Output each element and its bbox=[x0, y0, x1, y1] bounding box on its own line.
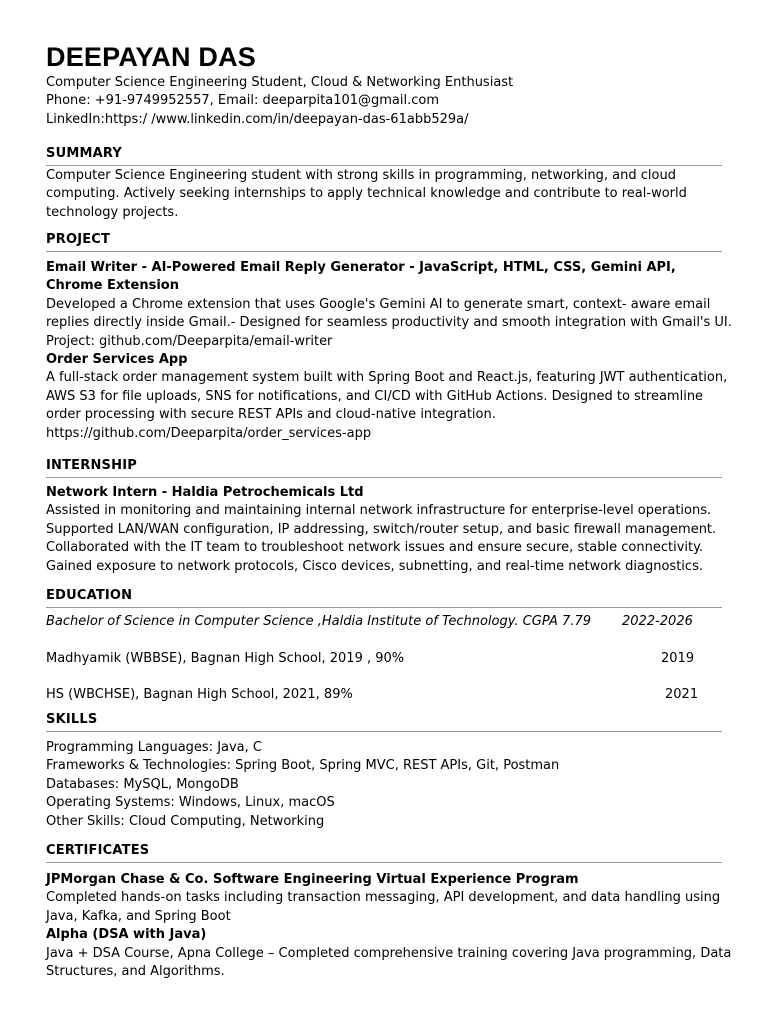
internship-body bbox=[46, 484, 722, 576]
certificate-1-line: Java, Kafka, and Spring Boot bbox=[46, 908, 231, 924]
project-2-line: order processing with secure REST APIs and cloud-native integration. bbox=[46, 407, 496, 423]
project-1-link: Project: github.com/Deeparpita/email-writer bbox=[46, 333, 333, 349]
project-heading: PROJECT bbox=[46, 232, 722, 252]
project-1-line: Developed a Chrome extension that uses Google's Gemini AI to generate smart, context- aware email bbox=[46, 296, 711, 312]
skills-heading: SKILLS bbox=[46, 712, 722, 732]
certificate-1-title: JPMorgan Chase & Co. Software Engineering Virtual Experience Program bbox=[46, 872, 579, 887]
contact-line: Phone: +91-9749952557, Email: deeparpita101@gmail.com bbox=[46, 93, 440, 109]
summary-heading: SUMMARY bbox=[46, 146, 722, 166]
education-year: 2022-2026 bbox=[622, 614, 693, 629]
summary-line: Computer Science Engineering student with strong skills in programming, networking, and cloud bbox=[46, 168, 676, 183]
education-year: 2019 bbox=[661, 651, 695, 666]
certificate-2-title: Alpha (DSA with Java) bbox=[46, 927, 207, 943]
project-1-line: replies directly inside Gmail.- Designed for seamless productivity and smooth integration with Gmail's UI. bbox=[46, 315, 732, 331]
skill-line: Databases: MySQL, MongoDB bbox=[46, 776, 239, 792]
summary-line: computing. Actively seeking internships to apply technical knowledge and contribute to real-world bbox=[46, 186, 687, 202]
internship-line: Assisted in monitoring and maintaining internal network infrastructure for enterprise-level operations. bbox=[46, 503, 712, 519]
project-2-title: Order Services App bbox=[46, 352, 188, 368]
project-body bbox=[46, 259, 732, 443]
internship-line: Gained exposure to network protocols, Cisco devices, subnetting, and real-time network diagnostics. bbox=[46, 558, 703, 574]
skills-body bbox=[46, 739, 722, 831]
internship-line: Collaborated with the IT team to troubleshoot network issues and ensure secure, stable connectivity. bbox=[46, 540, 704, 556]
skill-line: Operating Systems: Windows, Linux, macOS bbox=[46, 795, 335, 811]
linkedin-line: LinkedIn:https:/ /www.linkedin.com/in/deepayan-das-61abb529a/ bbox=[46, 111, 469, 127]
certificate-2-line: Java + DSA Course, Apna College – Completed comprehensive training covering Java programming, Data bbox=[46, 945, 732, 961]
summary-line: technology projects. bbox=[46, 204, 179, 220]
candidate-name: DEEPAYAN DAS bbox=[46, 42, 256, 72]
education-school: HS (WBCHSE), Bagnan High School, 2021, 89% bbox=[46, 687, 353, 702]
certificate-2-line: Structures, and Algorithms. bbox=[46, 964, 225, 980]
contact-block bbox=[46, 74, 513, 129]
education-degree: Bachelor of Science in Computer Science ,Haldia Institute of Technology. CGPA 7.79 bbox=[46, 614, 591, 629]
internship-heading: INTERNSHIP bbox=[46, 458, 722, 478]
education-heading: EDUCATION bbox=[46, 588, 722, 608]
education-entry bbox=[46, 613, 722, 631]
project-1-title: Email Writer - AI-Powered Email Reply Generator - JavaScript, HTML, CSS, Gemini API, bbox=[46, 260, 676, 275]
certificates-body bbox=[46, 871, 732, 981]
internship-role: Network Intern - Haldia Petrochemicals Ltd bbox=[46, 485, 364, 500]
certificate-1-line: Completed hands-on tasks including transaction messaging, API development, and data handling using bbox=[46, 890, 721, 906]
internship-line: Supported LAN/WAN configuration, IP addressing, switch/router setup, and basic firewall management. bbox=[46, 521, 717, 537]
tagline: Computer Science Engineering Student, Cloud & Networking Enthusiast bbox=[46, 75, 514, 90]
summary-body bbox=[46, 167, 722, 222]
education-entry bbox=[46, 686, 722, 704]
project-2-link: https://github.com/Deeparpita/order_services-app bbox=[46, 425, 372, 441]
education-school: Madhyamik (WBBSE), Bagnan High School, 2019 , 90% bbox=[46, 651, 405, 666]
project-2-line: AWS S3 for file uploads, SNS for notifications, and CI/CD with GitHub Actions. Designed to streamline bbox=[46, 388, 704, 404]
project-2-line: A full-stack order management system built with Spring Boot and React.js, featuring JWT authentication, bbox=[46, 370, 728, 386]
education-year: 2021 bbox=[665, 687, 699, 702]
skill-line: Programming Languages: Java, C bbox=[46, 740, 262, 755]
skill-line: Frameworks & Technologies: Spring Boot, Spring MVC, REST APIs, Git, Postman bbox=[46, 758, 560, 774]
certificates-heading: CERTIFICATES bbox=[46, 843, 722, 863]
skill-line: Other Skills: Cloud Computing, Networking bbox=[46, 813, 325, 829]
education-entry bbox=[46, 650, 722, 668]
project-1-title-cont: Chrome Extension bbox=[46, 278, 179, 294]
